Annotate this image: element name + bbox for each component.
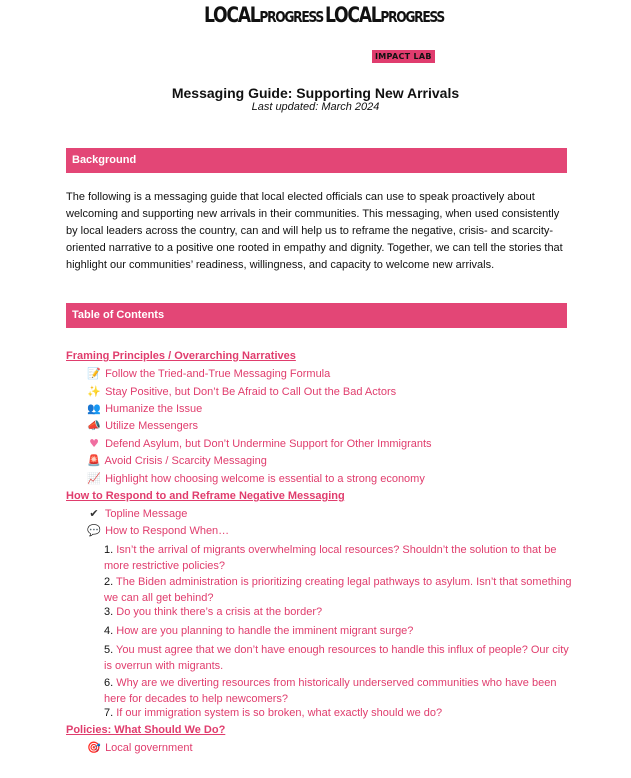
- toc-question-1[interactable]: 1. Isn’t the arrival of migrants overwhelming local resources? Shouldn’t the solution to that be more restrictive policies?: [104, 544, 557, 572]
- toc-question-2[interactable]: 2. The Biden administration is prioritizing creating legal pathways to asylum. Isn’t that something we can all get behind?: [104, 576, 572, 604]
- heart-icon: ♥: [89, 437, 99, 450]
- background-paragraph: The following is a messaging guide that local elected officials can use to speak proactively about welcoming and supporting new arrivals in their communities. This messaging, when used consistently by local leaders across the country, can and will help us to reframe the negative, crisis- and scarcity-oriented narrative to a positive one rooted in empathy and dignity. Together, we can tell the stories that highlight our communities’ readiness, willingness, and capacity to welcome new arrivals.: [66, 191, 563, 271]
- toc-item-humanize[interactable]: 👥 Humanize the Issue: [87, 402, 203, 415]
- local-progress-impact-lab-logo: LOCALPROGRESS: [325, 3, 444, 27]
- sparkles-icon: ✨: [87, 385, 101, 398]
- toc-item-messaging-formula[interactable]: 📝 Follow the Tried-and-True Messaging Formula: [87, 367, 331, 380]
- siren-icon: 🚨: [87, 454, 101, 467]
- toc-question-7[interactable]: 7. If our immigration system is so broken, what exactly should we do?: [104, 707, 443, 719]
- toc-question-3[interactable]: 3. Do you think there’s a crisis at the border?: [104, 606, 323, 618]
- toc-link-policies[interactable]: Policies: What Should We Do?: [66, 724, 226, 736]
- toc-question-4[interactable]: 4. How are you planning to handle the imminent migrant surge?: [104, 625, 414, 637]
- chart-up-icon: 📈: [87, 472, 101, 485]
- toc-item-avoid-crisis[interactable]: 🚨 Avoid Crisis / Scarcity Messaging: [87, 454, 267, 467]
- toc-link-framing-principles[interactable]: Framing Principles / Overarching Narratives: [66, 350, 296, 362]
- toc-link-respond-reframe[interactable]: How to Respond to and Reframe Negative Messaging: [66, 490, 345, 502]
- toc-item-messengers[interactable]: 📣 Utilize Messengers: [87, 419, 198, 432]
- toc-item-topline-message[interactable]: ✔ Topline Message: [86, 507, 187, 520]
- page-title: Messaging Guide: Supporting New Arrivals: [171, 85, 460, 101]
- toc-item-how-to-respond[interactable]: 💬 How to Respond When…: [87, 524, 230, 537]
- impact-lab-tag: IMPACT LAB: [372, 50, 435, 63]
- toc-item-stay-positive[interactable]: ✨ Stay Positive, but Don’t Be Afraid to Call Out the Bad Actors: [87, 385, 397, 398]
- toc-item-local-government[interactable]: 🎯 Local government: [87, 741, 193, 754]
- toc-section-header: Table of Contents: [66, 303, 567, 328]
- background-section-header: Background: [66, 148, 567, 173]
- megaphone-icon: 📣: [87, 419, 101, 432]
- toc-question-6[interactable]: 6. Why are we diverting resources from historically underserved communities who have been here for decades to help newcomers?: [104, 677, 557, 705]
- memo-icon: 📝: [87, 367, 101, 380]
- local-progress-logo: LOCALPROGRESS: [204, 3, 323, 27]
- speech-bubble-icon: 💬: [87, 524, 101, 537]
- check-icon: ✔: [89, 507, 99, 520]
- toc-item-defend-asylum[interactable]: ♥ Defend Asylum, but Don’t Undermine Support for Other Immigrants: [86, 437, 432, 450]
- target-icon: 🎯: [87, 741, 101, 754]
- people-icon: 👥: [87, 402, 101, 415]
- toc-item-strong-economy[interactable]: 📈 Highlight how choosing welcome is essential to a strong economy: [87, 472, 425, 485]
- last-updated: Last updated: March 2024: [251, 101, 380, 113]
- toc-question-5[interactable]: 5. You must agree that we don’t have enough resources to handle this influx of people? Our city is overrun with migrants.: [104, 644, 569, 672]
